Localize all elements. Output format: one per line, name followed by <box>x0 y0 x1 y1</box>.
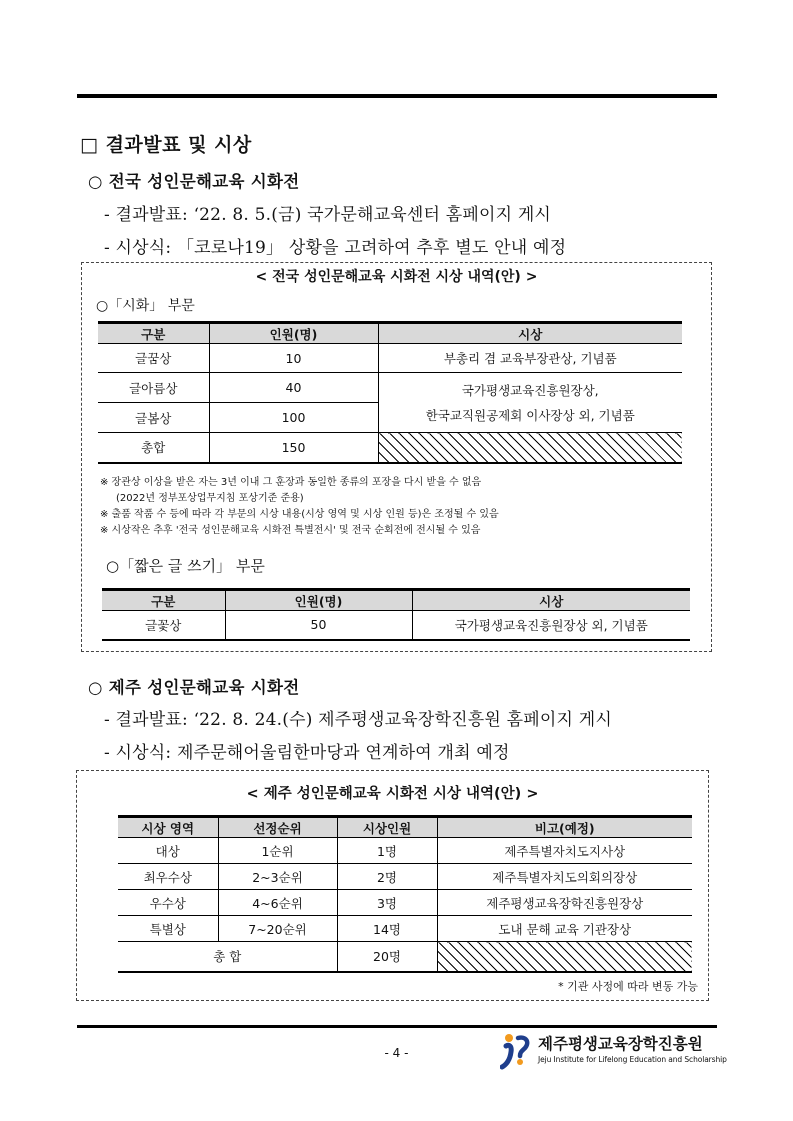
col-category: 구분 <box>102 590 225 611</box>
table-row <box>118 916 692 942</box>
col-area: 시상 영역 <box>118 817 218 838</box>
jeju-award-table <box>118 815 692 973</box>
short-writing-heading: ○「짧은 글 쓰기」 부문 <box>106 557 265 575</box>
table-header-row <box>102 590 690 611</box>
table-header-row <box>118 817 692 838</box>
hatched-empty-cell <box>437 942 692 972</box>
merged-award-line-2: 한국교직원공제회 이사장상 외, 기념품 <box>425 407 635 423</box>
jeju-award-box <box>76 770 709 1001</box>
national-award-box <box>81 262 712 652</box>
bottom-rule <box>77 1025 717 1028</box>
cell-category: 총합 <box>98 433 209 463</box>
cell-count: 3명 <box>337 890 437 916</box>
note-line: ※ 시상작은 추후 '전국 성인문해교육 시화전 특별전시' 및 전국 순회전에 전시될 수 있음 <box>100 525 481 536</box>
cell-count: 1명 <box>337 838 437 864</box>
cell-total-label: 총 합 <box>118 942 337 972</box>
poem-section-heading: ○「시화」 부문 <box>96 298 195 314</box>
table-row-total <box>98 433 682 463</box>
cell-area: 특별상 <box>118 916 218 942</box>
cell-count: 40 <box>209 373 378 403</box>
col-note: 비고(예정) <box>437 817 692 838</box>
cell-area: 최우수상 <box>118 864 218 890</box>
section-title: □ 결과발표 및 시상 <box>80 134 252 156</box>
jeju-footnote: * 기관 사정에 따라 변동 가능 <box>558 980 698 993</box>
cell-count: 2명 <box>337 864 437 890</box>
national-bullet-result: - 결과발표: ‘22. 8. 5.(금) 국가문해교육센터 홈페이지 게시 <box>104 205 552 225</box>
cell-area: 대상 <box>118 838 218 864</box>
note-line: ※ 장관상 이상을 받은 자는 3년 이내 그 훈장과 동일한 종류의 포장을 다시 받을 수 없음 <box>100 477 482 488</box>
cell-total-count: 20명 <box>337 942 437 972</box>
cell-note: 제주특별자치도지사상 <box>437 838 692 864</box>
cell-rank: 2~3순위 <box>218 864 337 890</box>
table-row <box>102 611 690 640</box>
institute-name: 제주평생교육장학진흥원 <box>538 1035 703 1053</box>
note-line: (2022년 정부포상업무지침 포상기준 준용) <box>116 493 304 504</box>
poem-award-table <box>98 321 682 464</box>
cell-count: 10 <box>209 344 378 373</box>
cell-award-merged <box>378 373 682 433</box>
cell-rank: 1순위 <box>218 838 337 864</box>
table-row <box>118 890 692 916</box>
col-count: 인원(명) <box>225 590 412 611</box>
table-row <box>98 344 682 373</box>
cell-note: 도내 문해 교육 기관장상 <box>437 916 692 942</box>
cell-count: 50 <box>225 611 412 640</box>
table-row-total <box>118 942 692 972</box>
institute-name-en: Jeju Institute for Lifelong Education and Scholarship <box>538 1055 727 1064</box>
col-category: 구분 <box>98 323 209 344</box>
national-notes <box>100 475 499 539</box>
cell-category: 글아름상 <box>98 373 209 403</box>
cell-category: 글봄상 <box>98 403 209 433</box>
hatched-empty-cell <box>378 433 682 463</box>
cell-rank: 7~20순위 <box>218 916 337 942</box>
short-writing-table <box>102 588 690 641</box>
col-award: 시상 <box>378 323 682 344</box>
jeju-bullet-result: - 결과발표: ‘22. 8. 24.(수) 제주평생교육장학진흥원 홈페이지 게시 <box>104 710 612 730</box>
top-rule <box>77 94 717 98</box>
cell-award: 국가평생교육진흥원장상 외, 기념품 <box>412 611 690 640</box>
national-bullet-ceremony: - 시상식: 「코로나19」 상황을 고려하여 추후 별도 안내 예정 <box>104 238 567 258</box>
table-row <box>118 838 692 864</box>
national-heading: ○ 전국 성인문해교육 시화전 <box>88 172 300 191</box>
col-rank: 선정순위 <box>218 817 337 838</box>
cell-rank: 4~6순위 <box>218 890 337 916</box>
table-row <box>118 864 692 890</box>
col-count: 시상인원 <box>337 817 437 838</box>
jeju-bullet-ceremony: - 시상식: 제주문해어울림한마당과 연계하여 개최 예정 <box>104 743 510 763</box>
col-count: 인원(명) <box>209 323 378 344</box>
cell-note: 제주특별자치도의회의장상 <box>437 864 692 890</box>
cell-count: 100 <box>209 403 378 433</box>
table-header-row <box>98 323 682 344</box>
national-box-title: < 전국 성인문해교육 시화전 시상 내역(안) > <box>255 269 538 285</box>
jeju-heading: ○ 제주 성인문해교육 시화전 <box>88 678 300 697</box>
cell-count: 150 <box>209 433 378 463</box>
cell-area: 우수상 <box>118 890 218 916</box>
table-row <box>98 373 682 403</box>
cell-award: 부총리 겸 교육부장관상, 기념품 <box>378 344 682 373</box>
cell-count: 14명 <box>337 916 437 942</box>
cell-category: 글꽃상 <box>102 611 225 640</box>
institute-logo-icon <box>500 1030 534 1070</box>
jeju-box-title: < 제주 성인문해교육 시화전 시상 내역(안) > <box>246 786 539 802</box>
col-award: 시상 <box>412 590 690 611</box>
merged-award-line-1: 국가평생교육진흥원장상, <box>461 382 599 398</box>
cell-note: 제주평생교육장학진흥원장상 <box>437 890 692 916</box>
page-number: - 4 - <box>384 1046 409 1060</box>
cell-category: 글꿈상 <box>98 344 209 373</box>
note-line: ※ 출품 작품 수 등에 따라 각 부문의 시상 내용(시상 영역 및 시상 인원 등)은 조정될 수 있음 <box>100 509 499 520</box>
